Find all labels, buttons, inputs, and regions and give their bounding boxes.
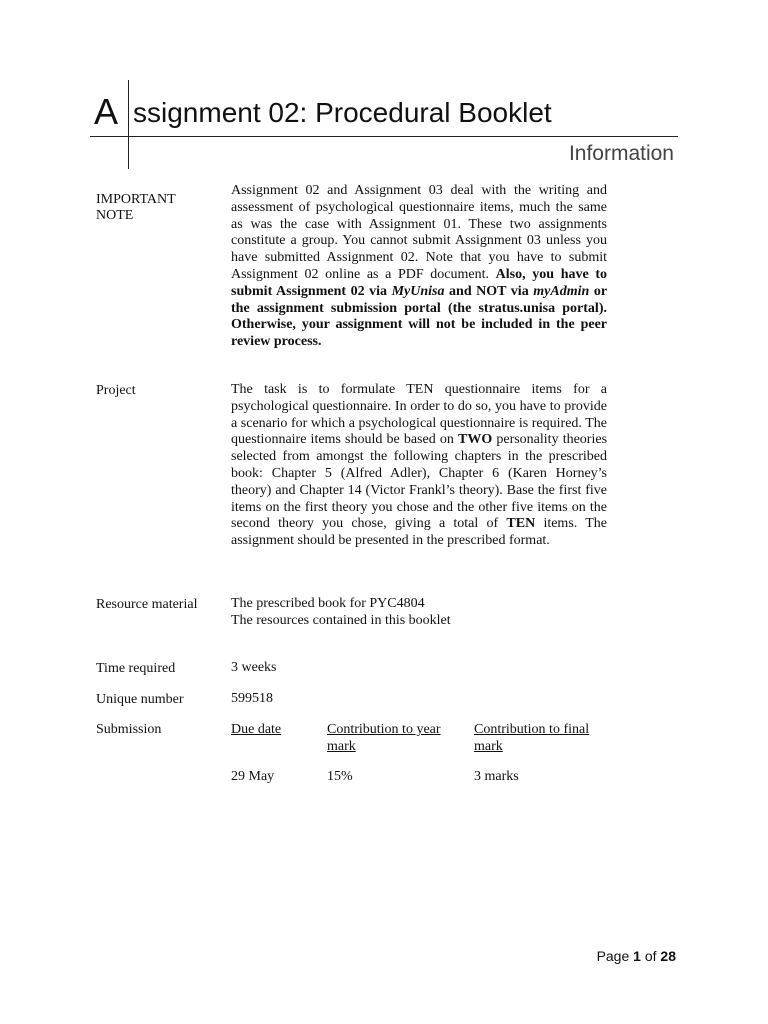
project-text — [231, 382, 607, 550]
project-label: Project — [96, 383, 136, 398]
resource-text — [231, 596, 607, 630]
important-note-plain: Assignment 02 and Assignment 03 deal with the writing and assessment of psychological questionnaire items, much the same as was the case with Assignment 01. These two assignments constitute a group. You cannot submit Assignment 03 unless you have submitted Assignment 02. Note that you have to submit Assignment 02 online as a PDF document. — [231, 183, 607, 282]
submission-year-mark: 15% — [327, 769, 353, 784]
project-bold-ten: TEN — [506, 516, 536, 532]
submission-header-final-mark: Contribution to final mark — [474, 722, 590, 754]
project-text-2: personality theories selected from amongst the following chapters in the prescribed book: Chapter 5 (Alfred Adler), Chapter 6 (Karen Horney’s theory) and Chapter 14 (Victor Frankl’s theory). Base the first five items on the first theory you chose and the other five items on the second theory you chose, giving a total of — [231, 432, 608, 532]
project-bold-two: TWO — [457, 432, 493, 448]
submission-header-due-date: Due date — [231, 722, 282, 737]
section-subtitle: Information — [568, 142, 674, 165]
total-pages: 28 — [660, 948, 676, 964]
submission-header-year-mark: Contribution to year mark — [327, 722, 441, 754]
project-text-3: items. The assignment should be presented in the prescribed format. — [231, 516, 608, 549]
title-horizontal-rule — [90, 136, 678, 137]
important-note-myunisa: MyUnisa — [391, 283, 445, 299]
time-label: Time required — [96, 661, 176, 676]
submission-final-mark: 3 marks — [474, 769, 519, 784]
resource-line-2: The resources contained in this booklet — [231, 612, 451, 628]
title-vertical-rule — [128, 80, 129, 169]
resource-line-1: The prescribed book for PYC4804 — [231, 596, 425, 611]
page-title: ssignment 02: Procedural Booklet — [133, 97, 552, 128]
important-note-bold-3: or the assignment submission portal (the stratus.unisa portal). Otherwise, your assignment will not be included in the peer review process. — [231, 283, 608, 350]
page-number — [597, 948, 676, 964]
project-text-1: The task is to formulate TEN questionnaire items for a psychological questionnaire. In order to do so, you have to provide a scenario for which a psychological questionnaire is required. The questionnaire items should be based on — [231, 382, 607, 448]
important-note-bold-1: Also, you have to submit Assignment 02 via — [231, 266, 607, 299]
title-initial: A — [94, 91, 119, 132]
current-page: 1 — [633, 948, 641, 964]
important-note-bold-2: and NOT via — [449, 283, 529, 299]
submission-label: Submission — [96, 722, 162, 737]
important-note-label: IMPORTANT NOTE — [96, 192, 176, 223]
unique-number-label: Unique number — [96, 692, 184, 707]
time-value: 3 weeks — [231, 660, 277, 675]
page-word: Page — [596, 948, 630, 964]
of-word: of — [644, 948, 657, 964]
important-note-myadmin: myAdmin — [533, 283, 590, 299]
important-note-text — [231, 183, 607, 351]
submission-due-date: 29 May — [231, 769, 275, 784]
unique-number-value: 599518 — [231, 691, 273, 706]
resource-label: Resource material — [96, 597, 198, 612]
